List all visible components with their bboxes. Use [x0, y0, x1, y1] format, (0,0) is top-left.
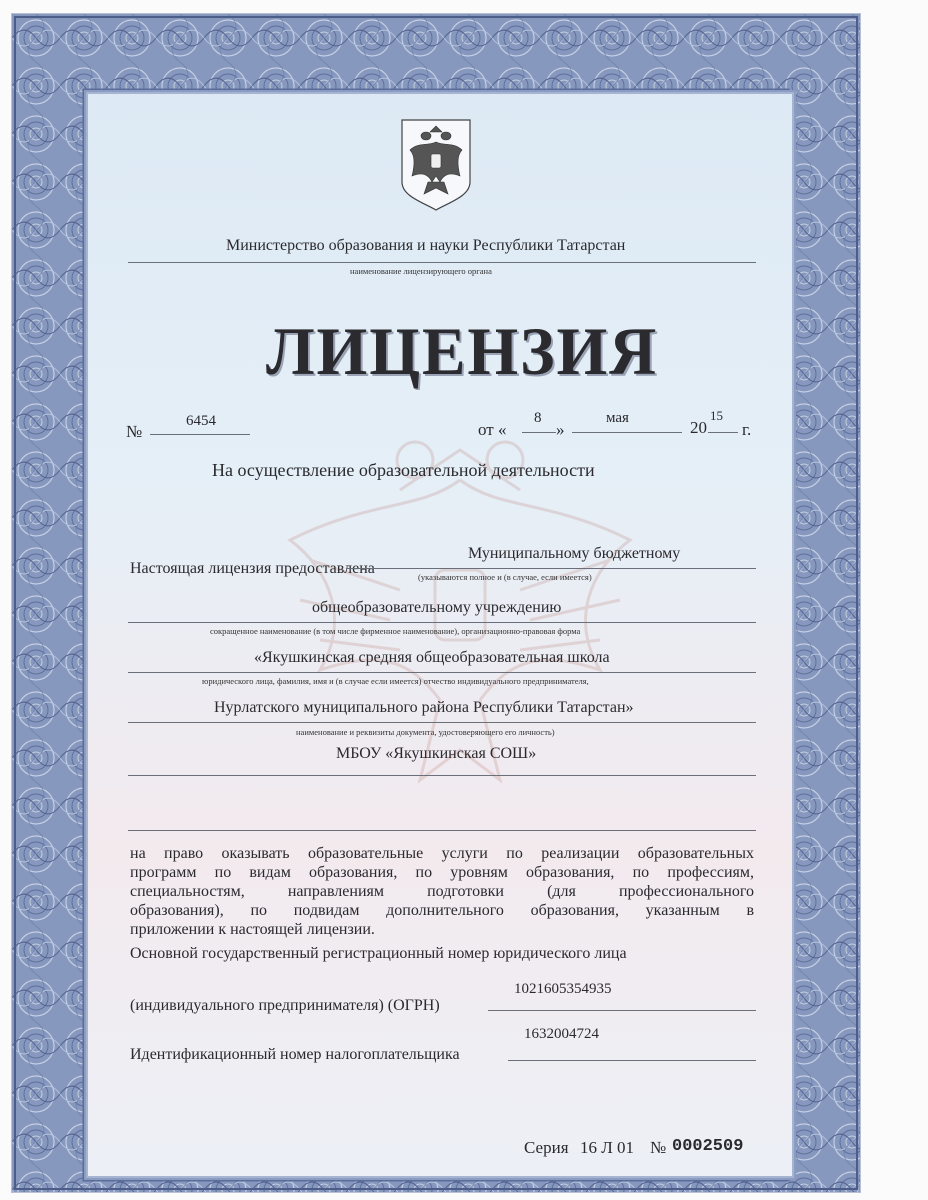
licensee-caption-4: наименование и реквизиты документа, удостоверяющего его личность) [296, 727, 555, 737]
year-suffix: 15 [710, 408, 723, 423]
licensee-caption-2: сокращенное наименование (в том числе фирменное наименование), организационно-правовая форма [210, 626, 581, 636]
day-underline [522, 432, 556, 433]
inn-value: 1632004724 [524, 1026, 599, 1042]
series-number-label: № [650, 1138, 667, 1157]
licensee-line-4: Нурлатского муниципального района Республики Татарстан» [214, 699, 634, 716]
authority-underline [128, 262, 756, 263]
document-title: ЛИЦЕНЗИЯ [266, 313, 659, 389]
date-prefix: от « [478, 420, 507, 439]
date-month: мая [606, 410, 629, 426]
number-label: № [126, 422, 143, 441]
rights-text [130, 844, 754, 939]
rights-line: на право оказывать образовательные услуги по реализации образовательных [130, 845, 754, 862]
series-label: Серия [524, 1138, 569, 1157]
licensee-underline-2 [128, 622, 756, 623]
licensee-caption-3: юридического лица, фамилия, имя и (в случае если имеется) отчество индивидуального предпринимателя, [202, 676, 589, 686]
inn-underline [508, 1060, 756, 1061]
licensee-intro: Настоящая лицензия предоставлена [130, 560, 375, 577]
licensee-line-2: общеобразовательному учреждению [312, 599, 562, 616]
date-close: » [556, 420, 565, 439]
series-value: 16 Л 01 [580, 1138, 635, 1157]
year-end: г. [742, 420, 752, 439]
ogrn-value: 1021605354935 [514, 981, 612, 997]
licensee-underline-4 [128, 722, 756, 723]
rights-line: образования), по подвидам дополнительного образования, указанным в [130, 902, 754, 919]
coat-of-arms-icon [398, 116, 474, 212]
licensee-underline-5 [128, 775, 756, 776]
month-underline [572, 432, 682, 433]
licensee-line-1: Муниципальному бюджетному [468, 545, 681, 562]
ogrn-underline [488, 1010, 756, 1011]
date-day: 8 [534, 410, 542, 426]
rights-line: программ по видам образования, по уровням образования, по профессиям, [130, 864, 754, 881]
license-purpose: На осуществление образовательной деятельности [212, 460, 595, 480]
ogrn-label-line-2: (индивидуального предпринимателя) (ОГРН) [130, 997, 440, 1014]
number-underline [150, 434, 250, 435]
license-number: 6454 [186, 413, 216, 429]
licensee-caption-1: (указываются полное и (в случае, если имеется) [418, 572, 592, 582]
rights-line: приложении к настоящей лицензии. [130, 921, 375, 938]
year-prefix: 20 [690, 418, 707, 437]
licensee-line-3: «Якушкинская средняя общеобразовательная школа [254, 649, 610, 666]
licensee-underline-3 [128, 672, 756, 673]
authority-caption: наименование лицензирующего органа [350, 266, 492, 276]
issuing-authority-name: Министерство образования и науки Республики Татарстан [226, 237, 626, 254]
licensee-line-5: МБОУ «Якушкинская СОШ» [336, 745, 537, 762]
ogrn-label-line-1: Основной государственный регистрационный номер юридического лица [130, 945, 627, 962]
licensee-underline-6 [128, 830, 756, 831]
inn-label: Идентификационный номер налогоплательщика [130, 1046, 460, 1063]
licensee-underline-1 [346, 568, 756, 569]
rights-line: специальностям, направлениям подготовки (для профессионального [130, 883, 754, 900]
series-number: 0002509 [672, 1137, 744, 1156]
year-underline [708, 432, 738, 433]
